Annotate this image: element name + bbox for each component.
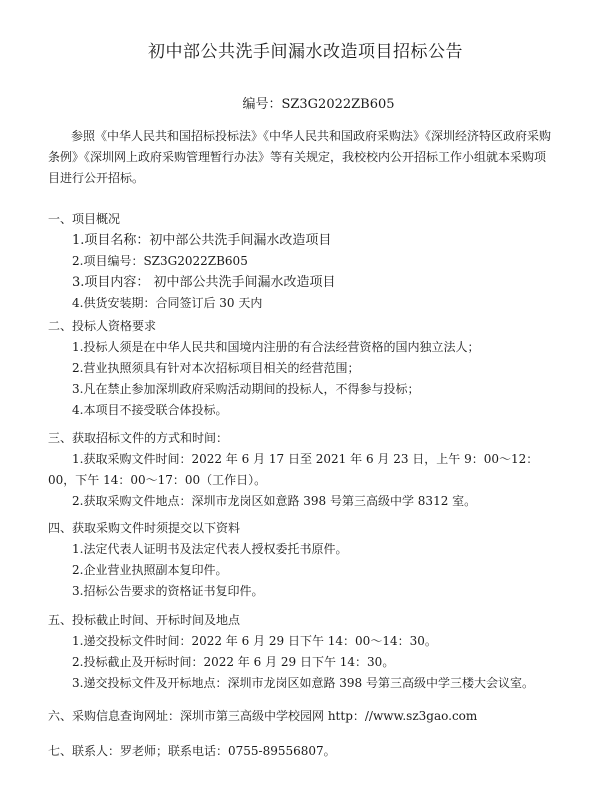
qualification-item: 4.本项目不接受联合体投标。 — [72, 403, 228, 417]
deadline-item: 2.投标截止及开标时间：2022 年 6 月 29 日下午 14：30。 — [72, 655, 395, 669]
project-name-item: 1.项目名称：初中部公共洗手间漏水改造项目 — [72, 233, 332, 248]
page-title: 初中部公共洗手间漏水改造项目招标公告 — [148, 42, 463, 62]
section-project-overview — [48, 209, 558, 314]
section-heading: 五、投标截止时间、开标时间及地点 — [48, 613, 241, 627]
project-number-item: 2.项目编号：SZ3G2022ZB605 — [72, 254, 248, 268]
section-heading: 四、获取采购文件时须提交以下资料 — [48, 521, 241, 535]
section-bidder-qualifications — [48, 316, 558, 421]
section-required-materials — [48, 518, 558, 602]
intro-paragraph: 参照《中华人民共和国招标投标法》《中华人民共和国政府采购法》《深圳经济特区政府采购条例》《深圳网上政府采购管理暂行办法》等有关规定，我校校内公开招标工作小组就本采购项目进行公开招标。 — [48, 129, 552, 185]
qualification-item: 3.凡在禁止参加深圳政府采购活动期间的投标人，不得参与投标； — [72, 382, 420, 396]
section-deadline-and-opening — [48, 610, 558, 694]
contact-line: 七、联系人：罗老师；联系电话：0755-89556807。 — [48, 744, 336, 758]
delivery-period-item: 4.供货安装期：合同签订后 30 天内 — [72, 296, 263, 310]
qualification-item: 1.投标人须是在中华人民共和国境内注册的有合法经营资格的国内独立法人； — [72, 340, 480, 354]
qualification-item: 2.营业执照须具有针对本次招标项目相关的经营范围； — [72, 361, 360, 375]
section-heading: 三、获取招标文件的方式和时间： — [48, 431, 229, 445]
section-heading: 二、投标人资格要求 — [48, 319, 157, 333]
deadline-item: 1.递交投标文件时间：2022 年 6 月 29 日下午 14：00～14：30。 — [72, 634, 437, 648]
document-number: 编号：SZ3G2022ZB605 — [242, 97, 395, 112]
section-obtain-documents — [48, 428, 558, 512]
obtain-time-item: 1.获取采购文件时间：2022 年 6 月 17 日至 2021 年 6 月 23 日，上午 9：00～12：00，下午 14：00～17：00（工作日）。 — [48, 452, 539, 487]
info-site-line: 六、采购信息查询网址：深圳市第三高级中学校园网 http：//www.sz3gao.com — [48, 709, 478, 723]
material-item: 1.法定代表人证明书及法定代表人授权委托书原件。 — [72, 542, 348, 556]
deadline-item: 3.递交投标文件及开标地点：深圳市龙岗区如意路 398 号第三高级中学三楼大会议室。 — [72, 676, 534, 690]
material-item: 3.招标公告要求的资格证书复印件。 — [72, 584, 264, 598]
section-heading: 一、项目概况 — [48, 212, 121, 226]
project-content-item: 3.项目内容： 初中部公共洗手间漏水改造项目 — [72, 275, 336, 290]
obtain-location-item: 2.获取采购文件地点：深圳市龙岗区如意路 398 号第三高级中学 8312 室。 — [72, 494, 477, 508]
material-item: 2.企业营业执照副本复印件。 — [72, 563, 228, 577]
